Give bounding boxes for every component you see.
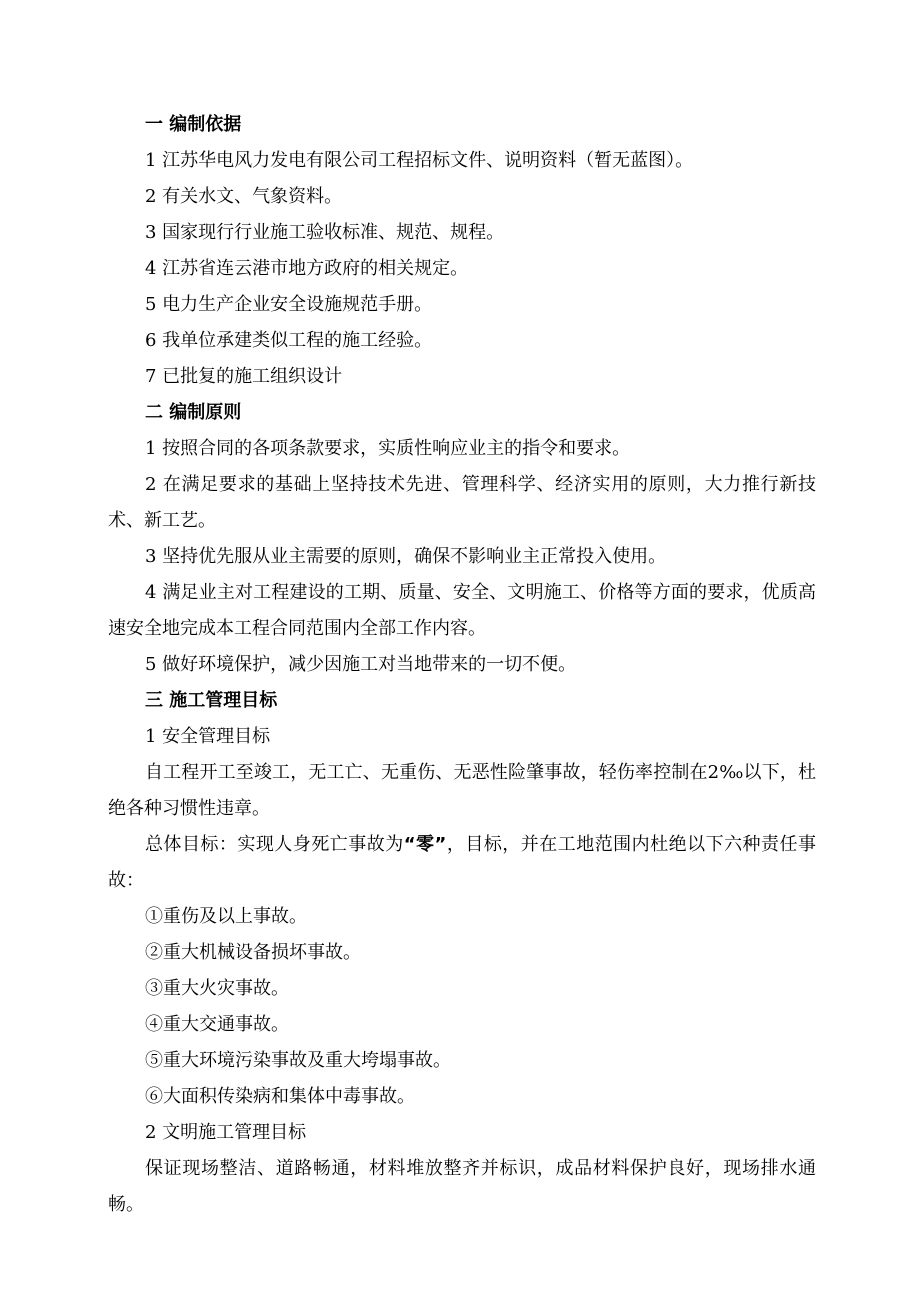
safety-goal-text: 自工程开工至竣工，无工亡、无重伤、无恶性险肇事故，轻伤率控制在2‰以下，杜绝各种习惯性违章。 [108,762,816,819]
accident-item: ①重伤及以上事故。 [145,906,307,927]
accident-item: ⑥大面积传染病和集体中毒事故。 [145,1086,415,1107]
overall-goal-prefix: 总体目标：实现人身死亡事故为 [145,834,404,855]
list-item: 5 电力生产企业安全设施规范手册。 [145,294,433,315]
subsection-title-safety: 1 安全管理目标 [145,726,271,747]
accident-item: ②重大机械设备损坏事故。 [145,942,361,963]
overall-goal-text [108,827,816,899]
list-item: 1 按照合同的各项条款要求，实质性响应业主的指令和要求。 [145,438,631,459]
list-item: 7 已批复的施工组织设计 [145,366,343,387]
section-heading-principles: 二 编制原则 [145,402,242,423]
list-item: 3 坚持优先服从业主需要的原则，确保不影响业主正常投入使用。 [145,546,667,567]
accident-item: ④重大交通事故。 [145,1014,289,1035]
list-item: 2 有关水文、气象资料。 [145,186,343,207]
overall-goal-zero: “零” [403,834,447,855]
section-heading-goals: 三 施工管理目标 [145,690,278,711]
list-item: 2 在满足要求的基础上坚持技术先进、管理科学、经济实用的原则，大力推行新技术、新工艺。 [108,474,816,531]
list-item: 5 做好环境保护，减少因施工对当地带来的一切不便。 [145,654,577,675]
list-item: 1 江苏华电风力发电有限公司工程招标文件、说明资料（暂无蓝图）。 [145,150,694,171]
civil-goal-text: 保证现场整洁、道路畅通，材料堆放整齐并标识，成品材料保护良好，现场排水通畅。 [108,1158,816,1215]
subsection-title-civil: 2 文明施工管理目标 [145,1122,307,1143]
list-item: 4 满足业主对工程建设的工期、质量、安全、文明施工、价格等方面的要求，优质高速安全地完成本工程合同范围内全部工作内容。 [108,582,816,639]
accident-item: ⑤重大环境污染事故及重大垮塌事故。 [145,1050,451,1071]
list-item: 3 国家现行行业施工验收标准、规范、规程。 [145,222,505,243]
list-item: 4 江苏省连云港市地方政府的相关规定。 [145,258,469,279]
accident-item: ③重大火灾事故。 [145,978,289,999]
section-heading-basis: 一 编制依据 [145,114,242,135]
overall-goal-suffix: ，目标，并在工地范围内杜绝以下六种责任事故： [108,834,816,891]
list-item: 6 我单位承建类似工程的施工经验。 [145,330,433,351]
